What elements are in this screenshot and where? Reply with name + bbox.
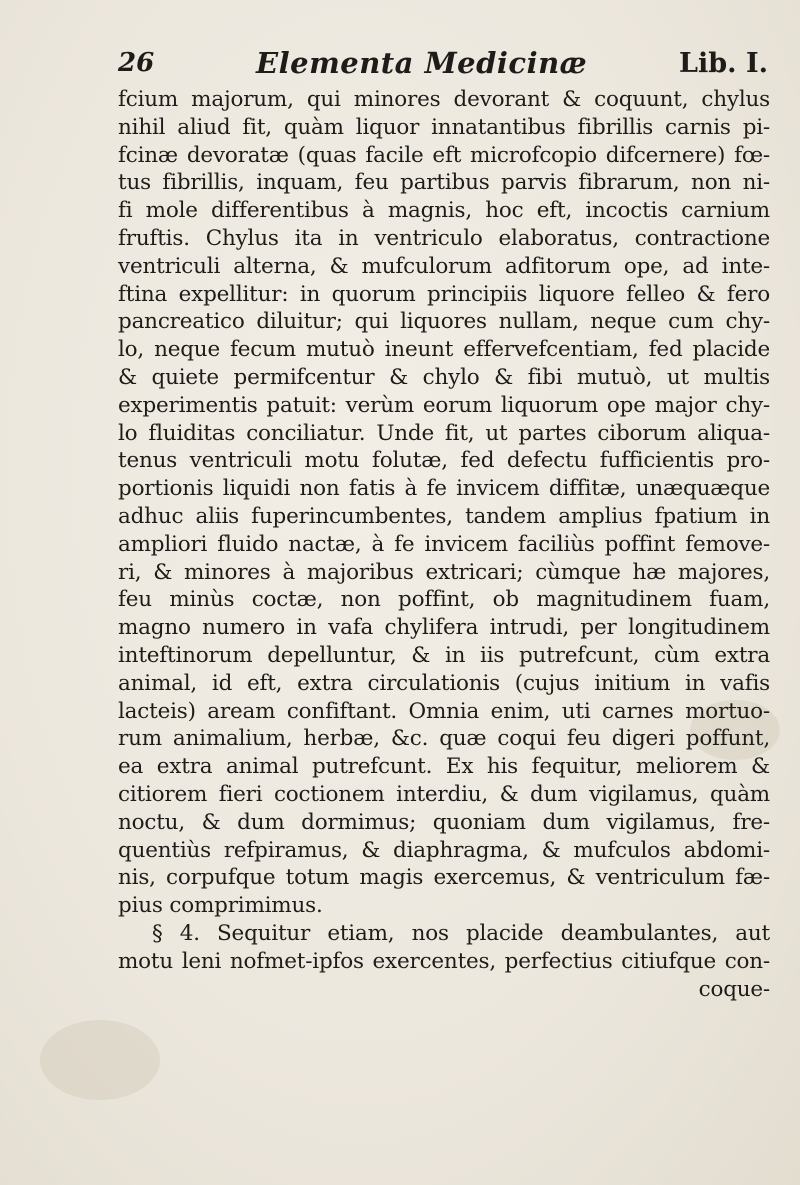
text-line: adhuc aliis fuperincumbentes, tandem amplius fpatium in: [118, 503, 770, 529]
catchword: coque-: [698, 976, 770, 1002]
text-line: ampliori fluido nactæ, à fe invicem faciliùs poffint femove-: [118, 531, 770, 557]
body-text: [118, 86, 770, 1003]
text-line: tenus ventriculi motu folutæ, fed defectu fufficientis pro-: [118, 448, 770, 474]
page-number: 26: [118, 48, 155, 78]
text-line: ventriculi alterna, & mufculorum adfitorum ope, ad inte-: [118, 253, 770, 279]
text-line: pius comprimimus.: [118, 893, 323, 919]
text-line: nihil aliud fit, quàm liquor innatantibus fibrillis carnis pi-: [118, 114, 770, 140]
text-line: tus fibrillis, inquam, feu partibus parvis fibrarum, non ni-: [118, 170, 770, 196]
text-line: feu minùs coctæ, non poffint, ob magnitudinem fuam,: [118, 587, 770, 613]
text-line: lo, neque fecum mutuò ineunt effervefcentiam, fed placide: [118, 337, 770, 363]
text-line: noctu, & dum dormimus; quoniam dum vigilamus, fre-: [118, 809, 770, 835]
text-line: ftina expellitur: in quorum principiis liquore felleo & fero: [118, 281, 770, 307]
text-line: inteftinorum depelluntur, & in iis putrefcunt, cùm extra: [118, 642, 770, 668]
text-line: animal, id eft, extra circulationis (cujus initium in vafis: [118, 670, 770, 696]
text-line: fcium majorum, qui minores devorant & coquunt, chylus: [118, 87, 770, 112]
text-line: pancreatico diluitur; qui liquores nullam, neque cum chy-: [118, 309, 770, 335]
text-line: & quiete permifcentur & chylo & fibi mutuò, ut multis: [118, 364, 770, 390]
text-line: ri, & minores à majoribus extricari; cùmque hæ majores,: [118, 559, 770, 585]
book-reference: Lib. I.: [679, 48, 768, 79]
running-head: [118, 48, 768, 88]
text-line: nis, corpufque totum magis exercemus, & ventriculum fæ-: [118, 865, 770, 891]
text-line: portionis liquidi non fatis à fe invicem diffitæ, unæquæque: [118, 476, 770, 502]
text-line: citiorem fieri coctionem interdiu, & dum vigilamus, quàm: [118, 781, 770, 807]
text-line: fi mole differentibus à magnis, hoc eft, incoctis carnium: [118, 198, 770, 224]
text-line: rum animalium, herbæ, &c. quæ coqui feu digeri poffunt,: [118, 726, 770, 752]
text-line: ea extra animal putrefcunt. Ex his fequitur, meliorem &: [118, 754, 770, 780]
text-line: lacteis) aream confiftant. Omnia enim, uti carnes mortuo-: [118, 698, 770, 724]
section-line: § 4. Sequitur etiam, nos placide deambulantes, aut: [152, 920, 770, 946]
text-line: magno numero in vafa chylifera intrudi, per longitudinem: [118, 615, 770, 641]
text-line: experimentis patuit: verùm eorum liquorum ope major chy-: [118, 392, 770, 418]
text-line: motu leni nofmet-ipfos exercentes, perfectius citiufque con-: [118, 948, 770, 974]
text-line: fcinæ devoratæ (quas facile eft microfcopio difcernere) fœ-: [118, 142, 770, 168]
text-line: fruftis. Chylus ita in ventriculo elaboratus, contractione: [118, 225, 770, 251]
paper-stain: [40, 1020, 160, 1100]
running-title: Elementa Medicinæ: [256, 46, 588, 80]
text-line: lo fluiditas conciliatur. Unde fit, ut partes ciborum aliqua-: [118, 420, 770, 446]
text-line: quentiùs refpiramus, & diaphragma, & mufculos abdomi-: [118, 837, 770, 863]
